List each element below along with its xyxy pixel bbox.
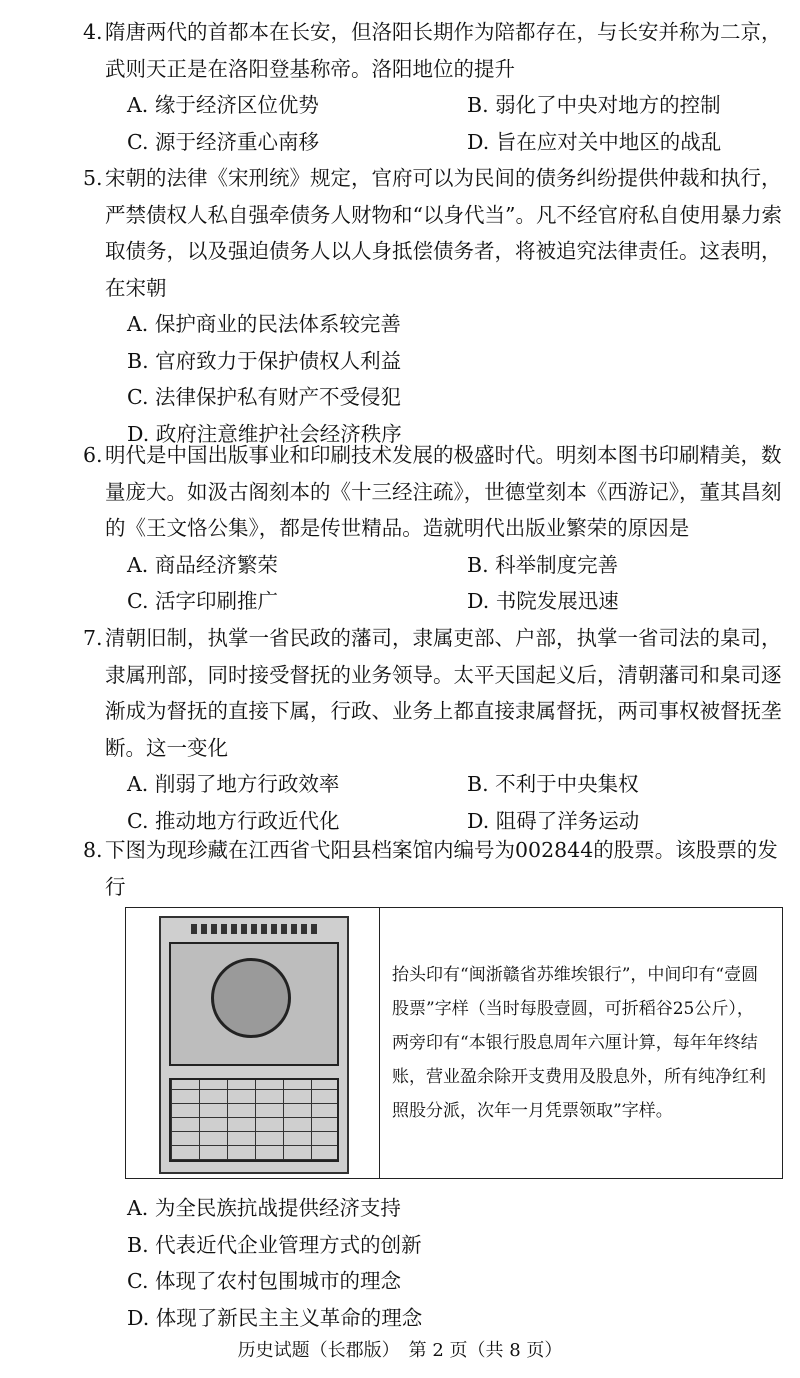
question-number: 6.: [83, 443, 103, 467]
option-b[interactable]: B. 官府致力于保护债权人利益: [127, 348, 402, 373]
stock-certificate-image: [126, 908, 380, 1178]
option-c[interactable]: C. 活字印刷推广: [127, 589, 278, 613]
question-7: [83, 620, 785, 839]
figure-box: [125, 907, 783, 1179]
option-a[interactable]: A. 商品经济繁荣: [127, 552, 278, 577]
seal-emblem: [211, 958, 291, 1038]
question-5: [83, 160, 785, 452]
option-d[interactable]: D. 旨在应对关中地区的战乱: [467, 129, 722, 154]
question-number: 8.: [83, 838, 103, 862]
option-c[interactable]: C. 法律保护私有财产不受侵犯: [127, 385, 401, 409]
option-c[interactable]: C. 体现了农村包围城市的理念: [127, 1269, 401, 1293]
question-number: 7.: [83, 626, 103, 650]
option-d[interactable]: D. 政府注意维护社会经济秩序: [127, 421, 402, 446]
option-b[interactable]: B. 弱化了中央对地方的控制: [467, 93, 721, 117]
dividend-table: [169, 1078, 339, 1162]
option-c[interactable]: C. 推动地方行政近代化: [127, 808, 340, 833]
question-number: 5.: [83, 166, 103, 190]
figure-description: 抬头印有“闽浙赣省苏维埃银行”，中间印有“壹圆股票”字样（当时每股壹圆，可折稻谷25公斤），两旁印有“本银行股息周年六厘计算，每年年终结账，营业盈余除开支费用及股息外，所有纯净红利照股分派，次年一月凭票领取”字样。: [392, 965, 766, 1121]
question-8-options: [105, 1190, 785, 1336]
question-stem: 隋唐两代的首都本在长安，但洛阳长期作为陪都存在，与长安并称为二京，武则天正是在洛阳登基称帝。洛阳地位的提升: [105, 20, 782, 81]
question-8: [83, 832, 785, 905]
option-d[interactable]: D. 阻碍了洋务运动: [467, 808, 640, 833]
option-a[interactable]: A. 为全民族抗战提供经济支持: [127, 1196, 401, 1220]
option-b[interactable]: B. 科举制度完善: [467, 552, 619, 577]
question-6: [83, 437, 785, 620]
option-b[interactable]: B. 代表近代企业管理方式的创新: [127, 1232, 422, 1257]
option-d[interactable]: D. 书院发展迅速: [467, 589, 619, 613]
option-b[interactable]: B. 不利于中央集权: [467, 772, 639, 796]
option-a[interactable]: A. 保护商业的民法体系较完善: [127, 312, 401, 336]
option-d[interactable]: D. 体现了新民主主义革命的理念: [127, 1305, 423, 1330]
question-4: [83, 14, 785, 160]
option-c[interactable]: C. 源于经济重心南移: [127, 129, 319, 154]
stock-certificate: [159, 916, 349, 1174]
question-number: 4.: [83, 20, 103, 44]
question-stem: 宋朝的法律《宋刑统》规定，官府可以为民间的债务纠纷提供仲裁和执行，严禁债权人私自强牵债务人财物和“以身代当”。凡不经官府私自使用暴力索取债务，以及强迫债务人以人身抵偿债务者，将被追究法律责任。这表明，在宋朝: [105, 166, 782, 300]
page-footer: 历史试题（长郡版） 第 2 页（共 8 页）: [237, 1340, 563, 1361]
question-stem: 清朝旧制，执掌一省民政的藩司，隶属吏部、户部，执掌一省司法的臬司，隶属刑部，同时接受督抚的业务领导。太平天国起义后，清朝藩司和臬司逐渐成为督抚的直接下属，行政、业务上都直接隶属督抚，两司事权被督抚垄断。这一变化: [105, 626, 782, 760]
option-a[interactable]: A. 削弱了地方行政效率: [127, 772, 340, 796]
question-stem: 明代是中国出版事业和印刷技术发展的极盛时代。明刻本图书印刷精美，数量庞大。如汲古阁刻本的《十三经注疏》，世德堂刻本《西游记》，董其昌刻的《王文恪公集》，都是传世精品。造就明代出版业繁荣的原因是: [105, 443, 782, 540]
question-stem: 下图为现珍藏在江西省弋阳县档案馆内编号为002844的股票。该股票的发行: [105, 838, 778, 899]
option-a[interactable]: A. 缘于经济区位优势: [127, 93, 319, 117]
